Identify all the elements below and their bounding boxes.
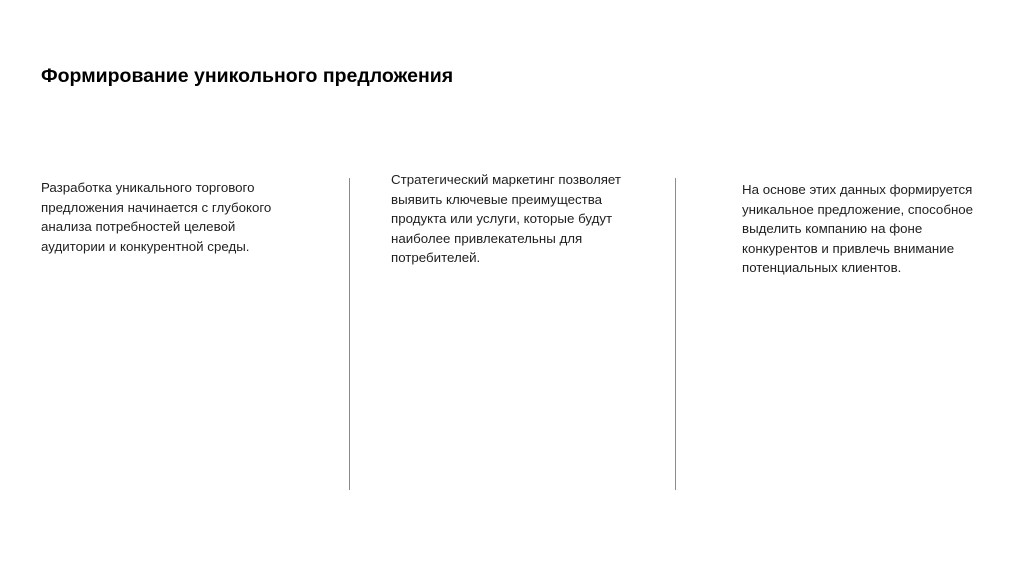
text-line: потенциальных клиентов. bbox=[742, 260, 902, 275]
text-line: наиболее привлекательны для bbox=[391, 230, 583, 246]
text-column-1 bbox=[41, 178, 331, 256]
column-divider-2 bbox=[675, 178, 676, 490]
column-divider-1 bbox=[349, 178, 350, 490]
text-line: выявить ключевые преимущества bbox=[391, 191, 603, 207]
text-line: конкурентов и привлечь внимание bbox=[742, 240, 955, 256]
text-line: уникальное предложение, способное bbox=[742, 201, 974, 217]
text-line: Разработка уникального торгового bbox=[41, 180, 255, 195]
text-line: выделить компанию на фоне bbox=[742, 221, 923, 236]
slide-title: Формирование уникольного предложения bbox=[41, 65, 454, 87]
text-column-3 bbox=[742, 180, 1002, 278]
text-line: потребителей. bbox=[391, 250, 481, 265]
text-line: продукта или услуги, которые будут bbox=[391, 211, 613, 226]
text-line: предложения начинается с глубокого bbox=[41, 199, 272, 215]
text-line: На основе этих данных формируется bbox=[742, 182, 973, 197]
text-line: аудитории и конкурентной среды. bbox=[41, 238, 250, 254]
text-column-2 bbox=[391, 170, 671, 268]
text-line: Стратегический маркетинг позволяет bbox=[391, 172, 621, 187]
text-line: анализа потребностей целевой bbox=[41, 219, 236, 234]
